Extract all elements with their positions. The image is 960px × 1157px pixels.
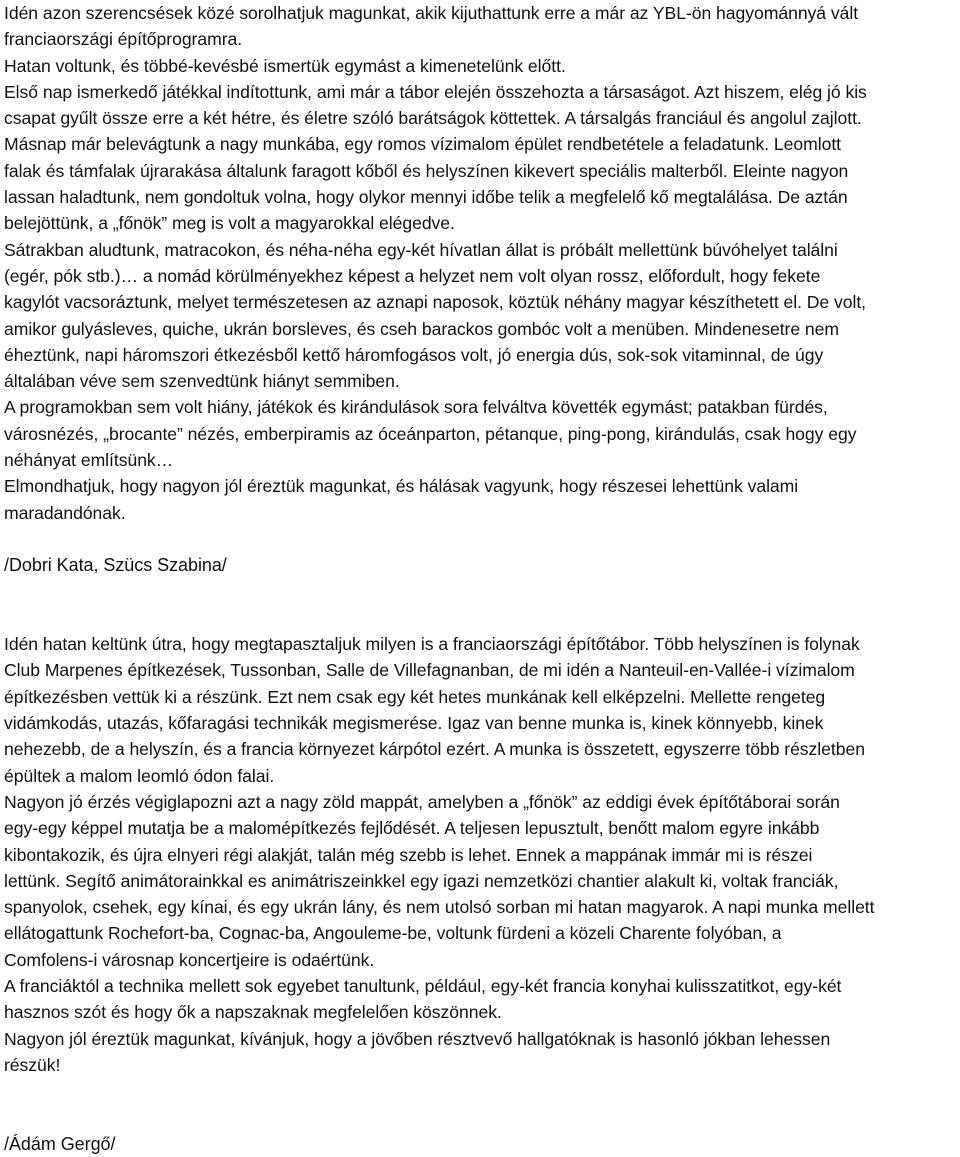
- text-line: amikor gulyásleves, quiche, ukrán borsleves, és cseh barackos gombóc volt a menüben. Mindenesetre nem: [4, 318, 840, 339]
- text-line: ellátogattunk Rochefort-ba, Cognac-ba, Angouleme-be, voltunk fürdeni a közeli Charente folyóban, a: [4, 923, 782, 944]
- text-line: Elmondhatjuk, hogy nagyon jól éreztük magunkat, és hálásak vagyunk, hogy részesei lehettünk valami: [4, 476, 799, 497]
- text-line: kibontakozik, és újra elnyeri régi alakját, talán még szebb is lehet. Ennek a mappának immár mi is részei: [4, 844, 813, 865]
- spacer: [4, 1104, 956, 1130]
- text-line: Nagyon jó érzés végiglapozni azt a nagy zöld mappát, amelyben a „főnök” az eddigi évek építőtáborai során: [4, 791, 840, 812]
- text-line: építkezésben vettük ki a részünk. Ezt nem csak egy két hetes munkának kell elképzelni. Mellette rengeteg: [4, 686, 826, 707]
- spacer: [4, 1078, 956, 1104]
- text-line: Sátrakban aludtunk, matracokon, és néha-néha egy-két hívatlan állat is próbált mellettünk búvóhelyet találni: [4, 239, 838, 260]
- text-line: Hatan voltunk, és többé-kevésbé ismertük egymást a kimenetelünk előtt.: [4, 55, 566, 76]
- document-page: [4, 0, 956, 1157]
- text-line: maradandónak.: [4, 502, 126, 523]
- spacer: [4, 526, 956, 552]
- text-line: (egér, pók stb.)… a nomád körülményekhez képest a helyzet nem volt olyan rossz, előfordult, hogy fekete: [4, 265, 821, 286]
- text-line: A franciáktól a technika mellett sok egyebet tanultunk, például, egy-két francia konyhai kulisszatitkot, egy-két: [4, 975, 842, 996]
- signature-1: /Dobri Kata, Szücs Szabina/: [4, 555, 227, 576]
- text-line: Másnap már belevágtunk a nagy munkába, egy romos vízimalom épület rendbetétele a feladatunk. Leomlott: [4, 134, 842, 155]
- text-line: általában véve sem szenvedtünk hiányt semmiben.: [4, 371, 400, 392]
- article-section-2: [4, 631, 956, 1157]
- text-line: A programokban sem volt hiány, játékok és kirándulások sora felváltva követték egymást; patakban fürdés,: [4, 397, 828, 418]
- text-line: nehezebb, de a helyszín, és a francia környezet kárpótol ezért. A munka is összetett, egyszerre több részletben: [4, 739, 865, 760]
- signature-2: /Ádám Gergő/: [4, 1133, 116, 1154]
- text-line: franciaországi építőprogramra.: [4, 29, 243, 50]
- text-line: részük!: [4, 1054, 61, 1075]
- text-line: Nagyon jól éreztük magunkat, kívánjuk, hogy a jövőben résztvevő hallgatóknak is hasonló jókban lehessen: [4, 1028, 831, 1049]
- text-line: Idén azon szerencsések közé sorolhatjuk magunkat, akik kijuthattunk erre a már az YBL-ön hagyománnyá vált: [4, 3, 859, 23]
- article-body-1: [4, 0, 956, 526]
- text-line: egy-egy képpel mutatja be a malomépítkezés fejlődését. A teljesen lepusztult, benőtt malom egyre inkább: [4, 818, 820, 839]
- text-line: falak és támfalak újrarakása általunk faragott kőből és helyszínen kikevert speciális malterből. Eleinte nagyon: [4, 160, 849, 181]
- text-line: lettünk. Segítő animátorainkkal es animátriszeinkkel egy igazi nemzetközi chantier alakult ki, voltak franciák,: [4, 870, 839, 891]
- text-line: kagylót vacsoráztunk, melyet természetesen az aznapi naposok, köztük néhány magyar készíthetett el. De volt,: [4, 292, 867, 313]
- text-line: néhányat említsünk…: [4, 450, 174, 471]
- text-line: hasznos szót és hogy ők a napszaknak megfelelően köszönnek.: [4, 1002, 502, 1023]
- text-line: Idén hatan keltünk útra, hogy megtapasztaljuk milyen is a franciaországi építőtábor. Több helyszínen is folynak: [4, 634, 860, 655]
- text-line: belejöttünk, a „főnök” meg is volt a magyarokkal elégedve.: [4, 213, 455, 234]
- text-line: lassan haladtunk, nem gondoltuk volna, hogy olykor mennyi időbe telik a megfelelő kő megtalálása. De aztán: [4, 187, 848, 208]
- article-section-1: [4, 0, 956, 579]
- spacer: [4, 579, 956, 605]
- text-line: csapat gyűlt össze erre a két hétre, és életre szóló barátságok köttettek. A társalgás franciául és angolul zajlott.: [4, 108, 862, 129]
- article-body-2: [4, 631, 956, 1078]
- text-line: vidámkodás, utazás, kőfaragási technikák megismerése. Igaz van benne munka is, kinek könnyebb, kinek: [4, 713, 824, 734]
- text-line: városnézés, „brocante” nézés, emberpiramis az óceánparton, pétanque, ping-pong, kirándulás, csak hogy egy: [4, 423, 857, 444]
- text-line: Club Marpenes építkezések, Tussonban, Salle de Villefagnanban, de mi idén a Nanteuil-en-Vallée-i vízimalom: [4, 660, 855, 681]
- text-line: éheztünk, napi háromszori étkezésből kettő háromfogásos volt, jó energia dús, sok-sok vitaminnal, de úgy: [4, 344, 824, 365]
- text-line: épültek a malom leomló ódon falai.: [4, 765, 275, 786]
- text-line: Comfolens-i városnap koncertjeire is odaértünk.: [4, 949, 375, 970]
- text-line: Első nap ismerkedő játékkal indítottunk, ami már a tábor elején összehozta a társaságot. Azt hiszem, elég jó kis: [4, 81, 867, 102]
- text-line: spanyolok, csehek, egy kínai, és egy ukrán lány, és nem utolsó sorban mi hatan magyarok. A napi munka mellett: [4, 897, 875, 918]
- spacer: [4, 605, 956, 631]
